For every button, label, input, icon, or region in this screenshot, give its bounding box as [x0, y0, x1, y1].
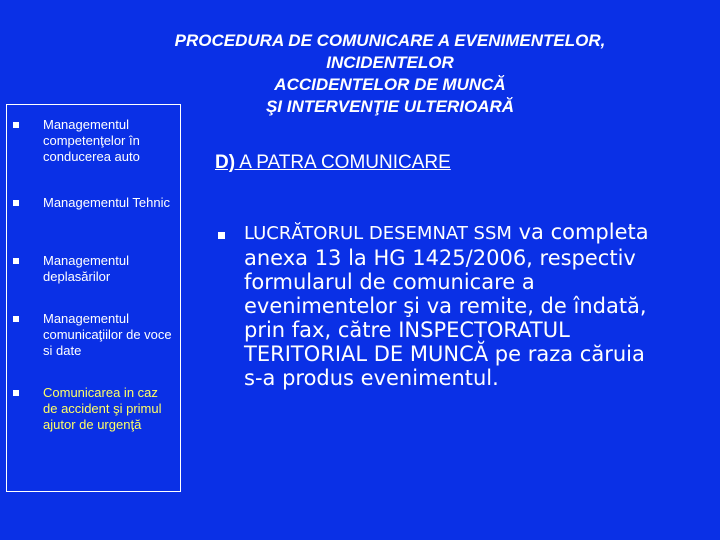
square-bullet-icon — [218, 232, 225, 239]
sidebar-menu — [6, 104, 181, 492]
sidebar-item-label: Comunicarea in caz de accident şi primul ajutor de urgenţă — [43, 385, 162, 432]
square-bullet-icon — [13, 390, 19, 396]
section-marker: D) — [215, 152, 236, 173]
sidebar-item-label: Managementul deplasărilor — [43, 253, 129, 284]
section-heading-text: A PATRA COMUNICARE — [235, 152, 451, 173]
body-lead: LUCRĂTORUL DESEMNAT SSM — [244, 223, 512, 244]
title-line-2: INCIDENTELOR — [326, 53, 454, 72]
square-bullet-icon — [13, 258, 19, 264]
square-bullet-icon — [13, 316, 19, 322]
slide-title — [120, 30, 660, 118]
body-paragraph — [244, 220, 664, 390]
sidebar-item-label: Managementul Tehnic — [43, 195, 170, 210]
section-heading — [215, 152, 451, 174]
sidebar-item-label: Managementul comunicaţiilor de voce si date — [43, 311, 172, 358]
square-bullet-icon — [13, 200, 19, 206]
square-bullet-icon — [13, 122, 19, 128]
title-line-4: ŞI INTERVENŢIE ULTERIOARĂ — [265, 97, 515, 116]
body-rest: va completa anexa 13 la HG 1425/2006, respectiv formularul de comunicare a evenimentelor şi va remite, de îndată, prin fax, către INSPECTORATUL TERITORIAL DE MUNCĂ pe raza căruia s-a produs evenimentul. — [244, 220, 649, 390]
title-line-1: PROCEDURA DE COMUNICARE A EVENIMENTELOR, — [174, 31, 606, 50]
title-line-3: ACCIDENTELOR DE MUNCĂ — [274, 75, 506, 94]
sidebar-item-label: Managementul competenţelor în conducerea auto — [43, 117, 140, 164]
